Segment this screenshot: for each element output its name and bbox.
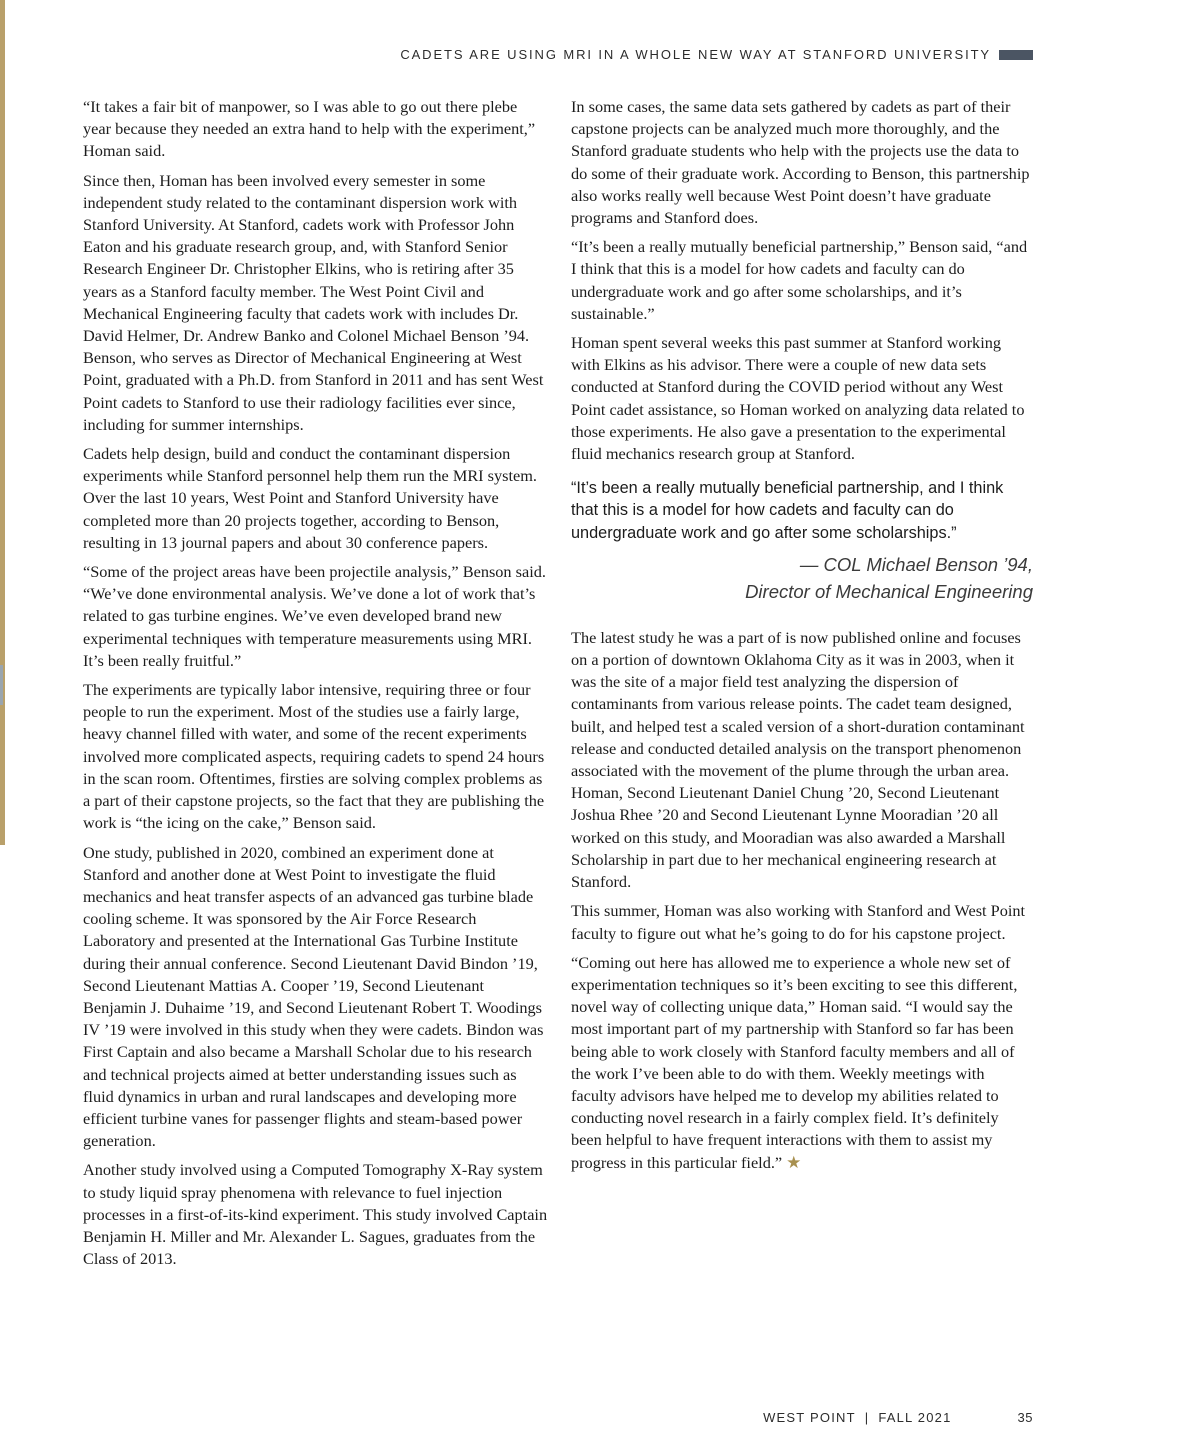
footer-issue: FALL 2021 — [878, 1410, 952, 1425]
closing-paragraph-text: “Coming out here has allowed me to experience a whole new set of experimentation techniques so it’s been exciting to see this different, novel way of collecting unique data,” Homan said. “I would say the most important part of my partnership with Stanford so far has been being able to work closely with Stanford faculty members and all of the work I’ve been able to do with them. Weekly meetings with faculty advisors have helped me to develop my abilities related to conducting novel research in a fairly complex field. It’s definitely been helpful to have frequent interactions with them to assist my progress in this particular field.” — [571, 952, 1018, 1172]
body-paragraph: “Some of the project areas have been projectile analysis,” Benson said. “We’ve done environmental analysis. We’ve done a lot of work that’s related to gas turbine engines. We’ve even developed brand new experimental techniques with temperature measurements using MRI. It’s been really fruitful.” — [83, 562, 546, 670]
body-paragraph: Homan spent several weeks this past summer at Stanford working with Elkins as his advisor. There were a couple of new data sets conducted at Stanford during the COVID period without any West Point cadet assistance, so Homan worked on analyzing data related to those experiments. He also gave a presentation to the experimental fluid mechanics research group at Stanford. — [571, 333, 1025, 464]
body-paragraph: The latest study he was a part of is now published online and focuses on a portion of downtown Oklahoma City as it was in 2003, when it was the site of a major field test analyzing the dispersion of contaminants from various release points. The cadet team designed, built, and helped test a scaled version of a short-duration contaminant release and conducted detailed analysis on the transport phenomenon associated with the movement of the plume through the urban area. Homan, Second Lieutenant Daniel Chung ’20, Second Lieutenant Joshua Rhee ’20 and Second Lieutenant Lynne Mooradian ’20 all worked on this study, and Mooradian was also awarded a Marshall Scholarship in part due to her mechanical engineering research at Stanford. — [571, 627, 1025, 892]
footer-publication: WEST POINT — [763, 1410, 856, 1425]
page-footer — [763, 1410, 1033, 1425]
body-paragraph: “It’s been a really mutually beneficial partnership,” Benson said, “and I think that this is a model for how cadets and faculty can do undergraduate work and go after some scholarships, and it’s sustainable.” — [571, 237, 1028, 323]
body-paragraph: The experiments are typically labor intensive, requiring three or four people to run the experiment. Most of the studies use a fairly large, heavy channel filled with water, and some of the recent experiments involved more complicated aspects, requiring cadets to spend 24 hours in the scan room. Oftentimes, firsties are solving complex problems as a part of their capstone projects, so the fact that they are publishing the work is “the icing on the cake,” Benson said. — [83, 680, 545, 833]
page-number: 35 — [1017, 1410, 1033, 1425]
pull-quote-text: “It’s been a really mutually beneficial partnership, and I think that this is a model for how cadets and faculty can do undergraduate work and go after some scholarships.” — [571, 479, 1004, 542]
end-star-icon: ★ — [786, 1152, 802, 1172]
body-paragraph: “It takes a fair bit of manpower, so I was able to go out there plebe year because they needed an extra hand to help with the experiment,” Homan said. — [83, 97, 536, 161]
attribution-name: — COL Michael Benson ’94, — [799, 553, 1033, 575]
footer-separator: | — [864, 1410, 870, 1425]
body-paragraph: Since then, Homan has been involved every semester in some independent study related to the contaminant dispersion work with Stanford University. At Stanford, cadets work with Professor John Eaton and his graduate research group, and, with Stanford Senior Research Engineer Dr. Christopher Elkins, who is retiring after 35 years as a Stanford faculty member. The West Point Civil and Mechanical Engineering faculty that cadets work with includes Dr. David Helmer, Dr. Andrew Banko and Colonel Michael Benson ’94. Benson, who serves as Director of Mechanical Engineering at West Point, graduated with a Ph.D. from Stanford in 2011 and has sent West Point cadets to Stanford to use their radiology facilities ever since, including for summer internships. — [83, 170, 544, 434]
right-column — [571, 96, 1033, 1181]
body-paragraph: Another study involved using a Computed Tomography X-Ray system to study liquid spray phenomena with relevance to fuel injection processes in a first-of-its-kind experiment. This study involved Captain Benjamin H. Miller and Mr. Alexander L. Sagues, graduates from the Class of 2013. — [83, 1160, 548, 1269]
running-header — [400, 47, 1033, 62]
pull-quote — [571, 477, 1033, 605]
body-paragraph: Cadets help design, build and conduct the contaminant dispersion experiments while Stanford personnel help them run the MRI system. Over the last 10 years, West Point and Stanford University have completed more than 20 projects together, according to Benson, resulting in 13 journal papers and about 30 conference papers. — [83, 444, 537, 552]
attribution-title: Director of Mechanical Engineering — [745, 580, 1033, 602]
left-column — [83, 96, 548, 1277]
body-paragraph: In some cases, the same data sets gathered by cadets as part of their capstone projects can be analyzed much more thoroughly, and the Stanford graduate students who help with the projects use the data to do some of their graduate work. According to Benson, this partnership also works really well because West Point doesn’t have graduate programs and Stanford does. — [571, 97, 1030, 228]
body-paragraph: One study, published in 2020, combined an experiment done at Stanford and another done at West Point to investigate the fluid mechanics and heat transfer aspects of an advanced gas turbine blade cooling scheme. It was sponsored by the Air Force Research Laboratory and presented at the International Gas Turbine Institute during their annual conference. Second Lieutenant David Bindon ’19, Second Lieutenant Mattias A. Cooper ’19, Second Lieutenant Benjamin J. Duhaime ’19, and Second Lieutenant Robert T. Woodings IV ’19 were involved in this study when they were cadets. Bindon was First Captain and also became a Marshall Scholar due to his research and technical projects aimed at better understanding issues such as fluid dynamics in urban and rural landscapes and developing more efficient turbine vanes for passenger flights and steam-based power generation. — [83, 842, 544, 1151]
body-paragraph: This summer, Homan was also working with Stanford and West Point faculty to figure out what he’s going to do for his capstone project. — [571, 901, 1026, 943]
running-header-title: CADETS ARE USING MRI IN A WHOLE NEW WAY AT STANFORD UNIVERSITY — [400, 47, 991, 62]
pull-quote-attribution — [571, 551, 1033, 605]
left-edge-accent-bar — [0, 0, 5, 845]
left-edge-photo-sliver — [0, 665, 3, 705]
closing-paragraph — [571, 952, 1033, 1174]
header-bar-mark — [999, 50, 1033, 60]
